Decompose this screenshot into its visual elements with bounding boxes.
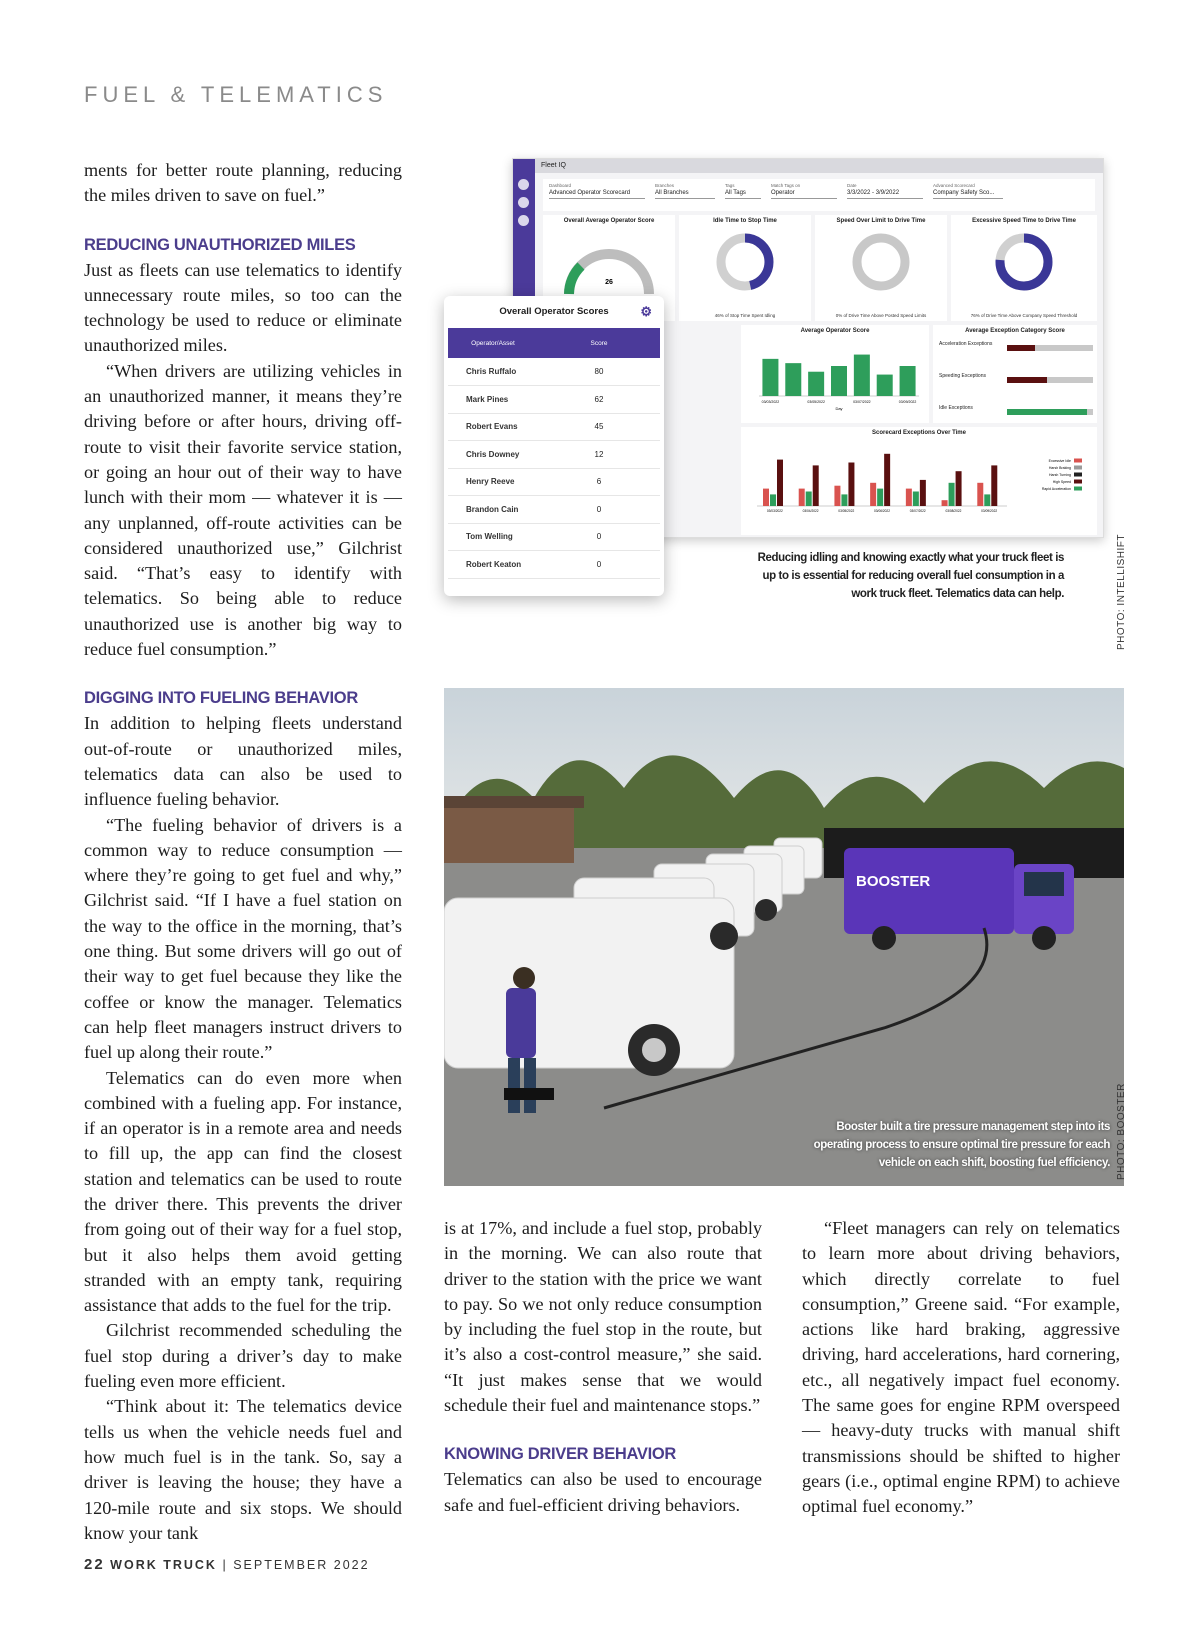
subhead-driver-behavior: KNOWING DRIVER BEHAVIOR: [444, 1445, 677, 1464]
bar: [763, 489, 769, 506]
dashboard-figure: [444, 138, 1134, 658]
table-row: Tom Welling 0: [448, 523, 660, 551]
tick-label: 03/03/2022: [761, 400, 780, 404]
magazine-name: WORK TRUCK: [110, 1558, 217, 1572]
table-row: Chris Ruffalo 80: [448, 358, 660, 386]
bar: [848, 463, 854, 507]
bar: [813, 465, 819, 506]
tick-label: 03/04/2022: [802, 509, 819, 513]
card-idle-time: Idle Time to Stop Time 46% of Stop Time Spent Idling: [679, 215, 811, 321]
bar: [806, 492, 812, 507]
legend-swatch: [1074, 466, 1082, 470]
exception-label: Idle Exceptions: [939, 405, 973, 411]
photo-credit: PHOTO: BOOSTER: [1116, 1083, 1127, 1180]
card-excessive-speed: Excessive Speed Time to Drive Time 76% of Drive Time Above Company Speed Threshold: [951, 215, 1097, 321]
tick-label: 03/06/2022: [874, 509, 890, 513]
nav-icon: [518, 197, 529, 208]
bar: [913, 492, 919, 507]
fleet-photo: [444, 688, 1124, 1186]
paragraph: ments for better route planning, reducing the miles driven to save on fuel.”: [84, 160, 402, 206]
bar: [870, 483, 876, 506]
filter-match-tags: Match Tags on Operator: [771, 183, 837, 199]
gauge-track: [569, 254, 649, 294]
card-speed-over-limit: Speed Over Limit to Drive Time 0% of Drive Time Above Posted Speed Limits: [815, 215, 947, 321]
bar: [834, 486, 840, 506]
bar: [785, 363, 801, 396]
exception-bars: [933, 325, 1097, 423]
donut-speed: [815, 224, 947, 294]
card-overall-score: Overall Average Operator Score 26: [543, 215, 675, 321]
section-tag: FUEL & TELEMATICS: [84, 82, 388, 107]
bar: [991, 465, 997, 506]
separator: |: [222, 1558, 228, 1572]
x-axis-label: Day: [835, 406, 843, 411]
bar: [884, 454, 890, 506]
bar: [900, 366, 916, 396]
truck-brand: BOOSTER: [856, 873, 931, 890]
subhead-unauthorized-miles: REDUCING UNAUTHORIZED MILES: [84, 235, 356, 254]
bar: [808, 372, 824, 396]
scores-title: Overall Operator Scores ⚙: [444, 296, 664, 328]
bar: [920, 480, 926, 506]
paragraph: “Think about it: The telematics device tells us when the vehicle needs fuel and how much fuel is in the tank. So, say a driver is leaving the house; they have a 120-mile route and six stops. We should know your tank: [84, 1396, 402, 1543]
paragraph: Telematics can do even more when combined with a fueling app. For instance, if an operator is in a remote area and needs to fill up, the app can find the closest station and telematics can be used to route the driver there. This prevents the driver from going out of their way for a fuel stop, but it also helps them avoid getting stranded with an empty tank, requiring assistance that adds to the fuel for the trip.: [84, 1067, 402, 1316]
table-row: Chris Downey 12: [448, 441, 660, 469]
tick-label: 03/09/2022: [898, 400, 917, 404]
photo-caption: Booster built a tire pressure management step into its operating process to ensure optimal tire pressure for each vehicle on each shift, boosting fuel efficiency.: [813, 1121, 1110, 1169]
bar: [956, 471, 962, 506]
paragraph: “The fueling behavior of drivers is a common way to reduce consumption — where they’re going to get fuel and why,” Gilchrist said. “If I have a fuel station on the way to the office in the morning, that’s one thing. But some drivers will go out of their way to get fuel because they like the coffee or know the manager. Telematics can help fleet managers instruct drivers to fuel up along their route.”: [84, 814, 402, 1063]
tick-label: 03/09/2022: [981, 509, 998, 513]
card-scorecard-exceptions: Scorecard Exceptions Over Time 03/03/2022 03/04/2022 03/05/2022 03/06/2022 03/07/2022 03/08/2022 03/09/2022 Excessive Idle Harsh Braking Harsh Turning High Speed Rapid Acceleration: [741, 427, 1097, 535]
table-row: Brandon Cain 0: [448, 496, 660, 524]
operator-scores-table: [448, 328, 660, 579]
issue-date: SEPTEMBER 2022: [233, 1558, 370, 1572]
bar: [831, 366, 847, 396]
figure-caption: Reducing idling and knowing exactly what your truck fleet is up to is essential for reducing overall fuel consumption in a work truck fleet. Telematics data can help.: [757, 552, 1064, 600]
nav-icon: [518, 179, 529, 190]
table-row: Robert Evans 45: [448, 413, 660, 441]
legend-label: Harsh Braking: [1048, 466, 1071, 470]
bar: [854, 355, 870, 396]
exception-label: Acceleration Exceptions: [939, 341, 993, 347]
bar: [841, 494, 847, 506]
bar: [762, 359, 778, 396]
legend-label: Excessive Idle: [1048, 459, 1071, 463]
bar: [977, 483, 983, 506]
page-number: 22: [84, 1556, 105, 1573]
legend-label: Rapid Acceleration: [1041, 487, 1071, 491]
photo-credit: PHOTO: INTELLISHIFT: [1116, 534, 1127, 650]
card-avg-operator-score: Average Operator Score 03/03/2022 03/05/2022 03/07/2022 03/09/2022 Day: [741, 325, 929, 423]
bar: [777, 460, 783, 506]
tick-label: 03/03/2022: [766, 509, 783, 513]
app-title: Fleet IQ: [513, 159, 1103, 173]
scorecard-exceptions-chart: [741, 436, 1097, 536]
bar: [877, 375, 893, 396]
donut-idle: [679, 224, 811, 294]
tick-label: 03/07/2022: [853, 400, 871, 404]
avg-operator-bar-chart: [741, 334, 929, 418]
bar: [984, 494, 990, 506]
table-row: Mark Pines 62: [448, 386, 660, 414]
tick-label: 03/05/2022: [838, 509, 855, 513]
nav-icon: [518, 215, 529, 226]
legend-swatch: [1074, 473, 1082, 477]
table-row: Robert Keaton 0: [448, 551, 660, 579]
gear-icon: ⚙: [640, 304, 652, 319]
paragraph: “Fleet managers can rely on telematics to learn more about driving behaviors, which directly correlate to fuel consumption,” Greene said. “For example, actions like hard braking, aggressive driving, hard accelerations, hard cornering, etc., all negatively impact fuel economy. The same goes for engine RPM overspeed — heavy-duty trucks with manual shift transmissions should be shifted to higher gears (i.e., optimal engine RPM) to achieve optimal fuel economy.”: [802, 1218, 1120, 1517]
tick-label: 03/08/2022: [945, 509, 962, 513]
left-column: [84, 158, 402, 1546]
bar: [949, 483, 955, 506]
paragraph: Gilchrist recommended scheduling the fuel stop during a driver’s day to make fueling even more efficient.: [84, 1320, 402, 1392]
legend-label: Harsh Turning: [1049, 473, 1071, 477]
filter-dashboard: Dashboard Advanced Operator Scorecard: [549, 183, 645, 199]
tick-label: 03/05/2022: [807, 400, 825, 404]
filter-date: Date 3/3/2022 - 3/9/2022: [847, 183, 923, 199]
paragraph: is at 17%, and include a fuel stop, probably in the morning. We can also route that driver to the station with the price we want to pay. So we not only reduce consumption by including the fuel stop in the route, but it’s also a cost-control measure,” she said. “It just makes sense that we would schedule their fuel and maintenance stops.”: [444, 1218, 762, 1416]
page-footer: [84, 1556, 370, 1573]
exception-label: Speeding Exceptions: [939, 373, 986, 379]
legend-swatch: [1074, 480, 1082, 484]
legend-swatch: [1074, 459, 1082, 463]
filter-bar: [543, 179, 1095, 211]
middle-column: [444, 1216, 762, 1518]
fleet-photo-illustration: [444, 688, 1124, 1186]
filter-tags: Tags All Tags: [725, 183, 761, 199]
bar: [906, 489, 912, 506]
paragraph: In addition to helping fleets understand out-of-route or unauthorized miles, telematics data can also be used to influence fueling behavior.: [84, 713, 402, 810]
filter-scorecard: Advanced Scorecard Company Safety Sco...: [933, 183, 1003, 199]
paragraph: Telematics can also be used to encourage safe and fuel-efficient driving behaviors.: [444, 1469, 762, 1515]
operator-scores-panel: [444, 296, 664, 596]
bar: [942, 500, 948, 506]
gauge-value: 26: [605, 279, 613, 286]
bar: [799, 489, 805, 506]
col-score: Score: [538, 328, 660, 358]
donut-excessive: [951, 224, 1097, 294]
legend-swatch: [1074, 487, 1082, 491]
right-column: [802, 1216, 1120, 1520]
bar: [877, 489, 883, 506]
filter-branches: Branches All Branches: [655, 183, 715, 199]
table-row: Henry Reeve 6: [448, 468, 660, 496]
bar: [770, 494, 776, 506]
card-avg-exception: Average Exception Category Score Acceleration Exceptions Speeding Exceptions Idle Exceptions: [933, 325, 1097, 423]
legend-label: High Speed: [1052, 480, 1071, 484]
tick-label: 03/07/2022: [909, 509, 926, 513]
paragraph: Just as fleets can use telematics to identify unnecessary route miles, so too can the technology be used to reduce or eliminate unauthorized miles.: [84, 259, 402, 356]
col-operator: Operator/Asset: [448, 328, 538, 358]
paragraph: “When drivers are utilizing vehicles in an unauthorized manner, it means they’re driving before or after hours, driving off-route to visit their favorite service station, or going an hour out of their way to have lunch with their mom — whatever it is — any unplanned, off-route activities can be considered unauthorized use,” Gilchrist said. “That’s easy to identify with telematics. So being able to reduce unauthorized use is another big way to reduce fuel consumption.”: [84, 360, 402, 660]
subhead-fueling-behavior: DIGGING INTO FUELING BEHAVIOR: [84, 689, 358, 708]
